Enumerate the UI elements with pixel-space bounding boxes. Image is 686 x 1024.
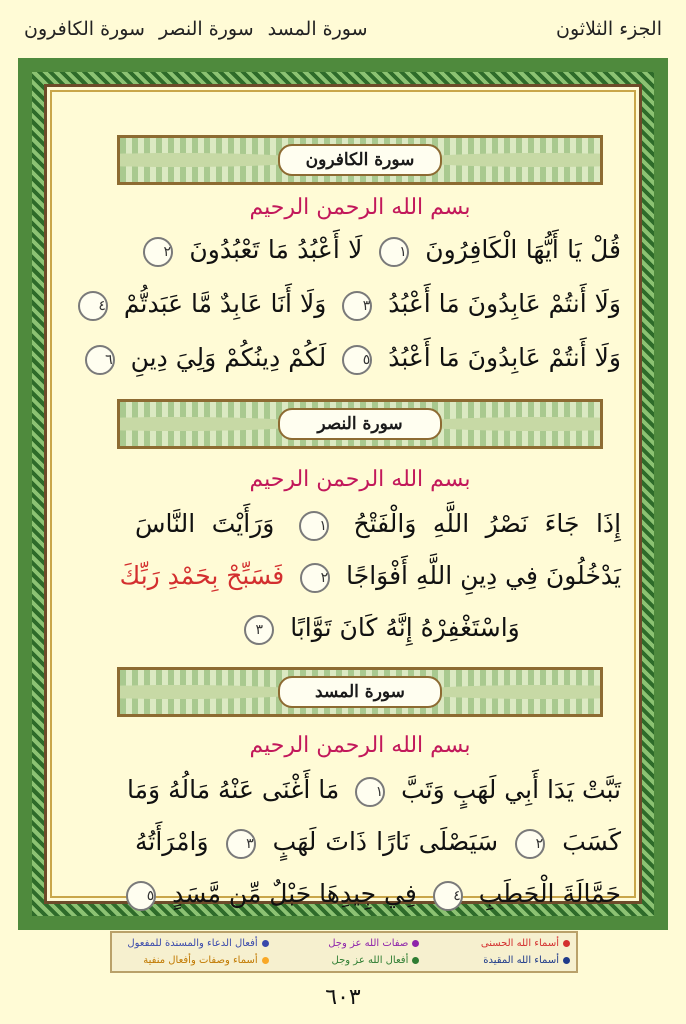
verse-text: إِذَا جَاءَ نَصْرُ اللَّهِ وَالْفَتْحُ bbox=[353, 509, 622, 538]
ayah-number: ٢ bbox=[143, 237, 173, 267]
verse-text: وَامْرَأَتُهُ bbox=[135, 827, 209, 856]
verse-line bbox=[135, 509, 621, 541]
legend-item: أسماء وصفات وأفعال منفية bbox=[118, 952, 269, 969]
verse-line bbox=[105, 343, 621, 375]
verse-text: فَسَبِّحْ بِحَمْدِ رَبِّكَ bbox=[119, 561, 285, 590]
verse-text: وَلَا أَنَا عَابِدٌ مَّا عَبَدتُّمْ bbox=[123, 289, 327, 318]
surah-name: سورة الكافرون bbox=[24, 18, 145, 40]
legend-dot bbox=[412, 940, 419, 947]
surah-name: سورة المسد bbox=[267, 18, 368, 40]
ayah-number: ٣ bbox=[244, 615, 274, 645]
ayah-number: ٥ bbox=[342, 345, 372, 375]
surah-title: سورة المسد bbox=[278, 676, 442, 708]
ayah-number: ٢ bbox=[300, 563, 330, 593]
juz-label: الجزء الثلاثون bbox=[556, 18, 662, 40]
legend-item: أفعال الدعاء والمسندة للمفعول bbox=[118, 935, 269, 952]
verse-text: قُلْ يَا أَيُّهَا الْكَافِرُونَ bbox=[425, 235, 622, 264]
ayah-number: ٣ bbox=[342, 291, 372, 321]
verse-text: تَبَّتْ يَدَا أَبِي لَهَبٍ وَتَبَّ bbox=[401, 775, 621, 804]
verse-line bbox=[119, 561, 621, 593]
legend-dot bbox=[563, 940, 570, 947]
verse-text: وَلَا أَنتُمْ عَابِدُونَ مَا أَعْبُدُ bbox=[388, 289, 621, 318]
ayah-number: ٤ bbox=[78, 291, 108, 321]
legend-dot bbox=[563, 957, 570, 964]
legend-item: أسماء الله المقيدة bbox=[419, 952, 570, 969]
verse-line bbox=[135, 879, 621, 911]
verse-line bbox=[127, 775, 621, 807]
ayah-number: ٥ bbox=[126, 881, 156, 911]
page-header bbox=[0, 0, 686, 58]
bismillah: بسم الله الرحمن الرحيم bbox=[249, 195, 471, 220]
verse-text: كَسَبَ bbox=[562, 827, 621, 856]
surah-banner bbox=[117, 135, 603, 185]
bismillah: بسم الله الرحمن الرحيم bbox=[249, 467, 471, 492]
verse-text: فِي جِيدِهَا حَبْلٌ مِّن مَّسَدٍ bbox=[172, 879, 417, 908]
page-body bbox=[44, 84, 642, 908]
bismillah: بسم الله الرحمن الرحيم bbox=[249, 733, 471, 758]
verse-text: وَلَا أَنتُمْ عَابِدُونَ مَا أَعْبُدُ bbox=[388, 343, 621, 372]
page-number: ٦٠٣ bbox=[325, 985, 361, 1010]
color-legend bbox=[110, 931, 578, 973]
legend-item: أسماء الله الحسنى bbox=[419, 935, 570, 952]
ayah-number: ٣ bbox=[226, 829, 256, 859]
ayah-number: ٦ bbox=[85, 345, 115, 375]
verse-line bbox=[135, 613, 621, 645]
verse-text: حَمَّالَةَ الْحَطَبِ bbox=[478, 879, 621, 908]
surah-list bbox=[24, 18, 368, 40]
surah-name: سورة النصر bbox=[158, 18, 254, 40]
surah-banner bbox=[117, 667, 603, 717]
decorative-frame bbox=[18, 58, 668, 930]
surah-title: سورة النصر bbox=[278, 408, 442, 440]
verse-line bbox=[135, 235, 621, 267]
verse-text: يَدْخُلُونَ فِي دِينِ اللَّهِ أَفْوَاجًا bbox=[346, 561, 621, 590]
legend-item: صفات الله عز وجل bbox=[269, 935, 420, 952]
ayah-number: ١ bbox=[379, 237, 409, 267]
verse-line bbox=[98, 289, 621, 321]
legend-dot bbox=[262, 940, 269, 947]
verse-text: لَا أَعْبُدُ مَا تَعْبُدُونَ bbox=[189, 235, 363, 264]
legend-dot bbox=[412, 957, 419, 964]
legend-item: أفعال الله عز وجل bbox=[269, 952, 420, 969]
surah-title: سورة الكافرون bbox=[278, 144, 442, 176]
verse-text: وَرَأَيْتَ النَّاسَ bbox=[135, 509, 275, 538]
verse-text: مَا أَغْنَى عَنْهُ مَالُهُ وَمَا bbox=[127, 775, 340, 804]
ayah-number: ٤ bbox=[433, 881, 463, 911]
ayah-number: ١ bbox=[299, 511, 329, 541]
verse-text: وَاسْتَغْفِرْهُ إِنَّهُ كَانَ تَوَّابًا bbox=[290, 613, 520, 642]
verse-text: لَكُمْ دِينُكُمْ وَلِيَ دِينِ bbox=[130, 343, 327, 372]
verse-line bbox=[135, 827, 621, 859]
legend-dot bbox=[262, 957, 269, 964]
surah-banner bbox=[117, 399, 603, 449]
ayah-number: ١ bbox=[355, 777, 385, 807]
ayah-number: ٢ bbox=[515, 829, 545, 859]
verse-text: سَيَصْلَى نَارًا ذَاتَ لَهَبٍ bbox=[272, 827, 499, 856]
